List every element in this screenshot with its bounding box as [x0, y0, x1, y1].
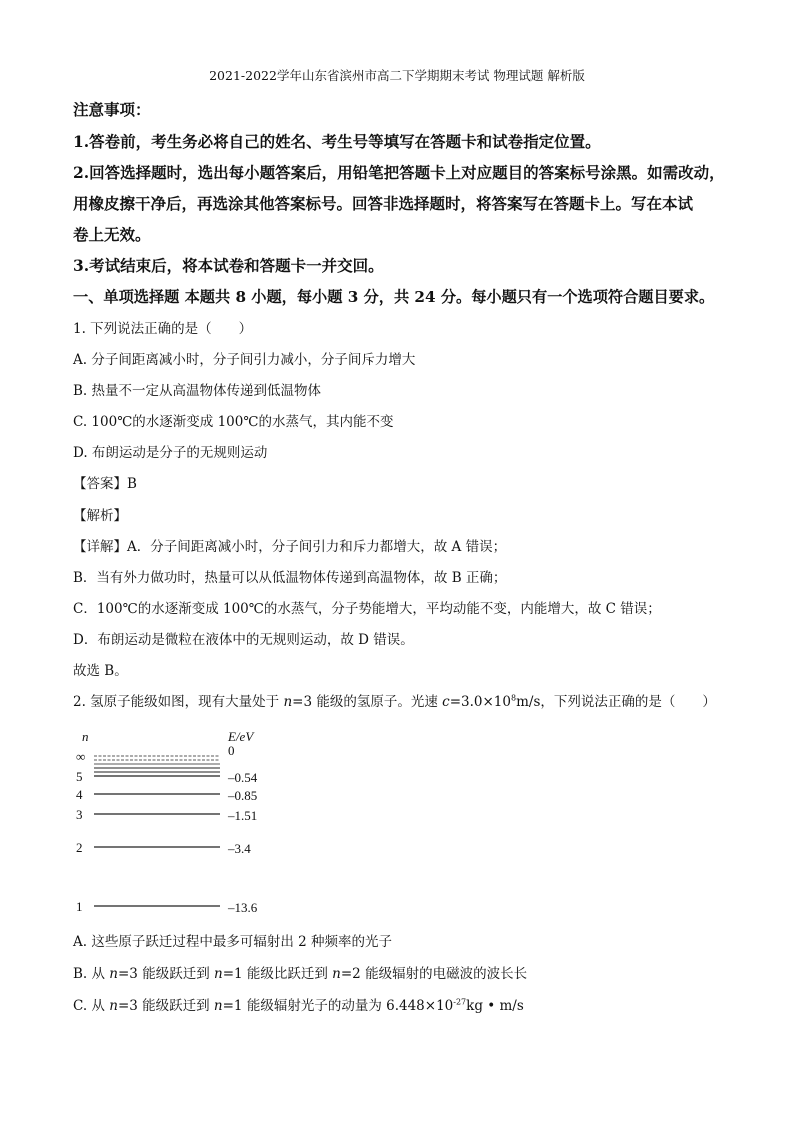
level-energy-label: –3.4 [228, 841, 251, 856]
level-n-label: 4 [76, 787, 83, 802]
q1-answer: 【答案】B [73, 476, 137, 492]
q1-detail-d: D．布朗运动是微粒在液体中的无规则运动，故 D 错误。 [73, 632, 414, 648]
q1-stem: 1. 下列说法正确的是（ ） [73, 321, 253, 337]
q1-conclusion: 故选 B。 [73, 663, 128, 679]
document-title: 2021-2022学年山东省滨州市高二下学期期末考试 物理试题 解析版 [209, 68, 585, 83]
level-n-label: ∞ [76, 749, 86, 764]
q2-option-a: A. 这些原子跃迁过程中最多可辐射出 2 种频率的光子 [73, 934, 393, 950]
q1-option-d: D. 布朗运动是分子的无规则运动 [73, 445, 268, 461]
level-energy-label: –0.54 [228, 770, 258, 785]
q1-detail-c: C．100℃的水逐渐变成 100℃的水蒸气，分子势能增大，平均动能不变，内能增大，故 C 错误； [73, 601, 661, 617]
q2-stem: 2. 氢原子能级如图，现有大量处于 n=3 能级的氢原子。光速 $c=3.0\times 10^8m/s$，下列说法正确的是（ ） [73, 693, 716, 710]
notice-item-2-line-2: 用橡皮擦干净后，再选涂其他答案标号。回答非选择题时，将答案写在答题卡上。写在本试 [73, 194, 694, 213]
notice-heading: 注意事项： [73, 100, 151, 119]
level-energy-label: –13.6 [228, 900, 258, 915]
level-energy-label: –1.51 [228, 808, 258, 823]
notice-item-3: 3.考试结束后，将本试卷和答题卡一并交回。 [73, 256, 384, 275]
q1-detail-b: B．当有外力做功时，热量可以从低温物体传递到高温物体，故 B 正确； [73, 570, 507, 586]
notice-item-2-line-3: 卷上无效。 [73, 225, 151, 244]
notice-item-2-line-1: 2.回答选择题时，选出每小题答案后，用铅笔把答题卡上对应题目的答案标号涂黑。如需改动， [73, 163, 725, 182]
notice-item-1: 1.答卷前，考生务必将自己的姓名、考生号等填写在答题卡和试卷指定位置。 [73, 132, 601, 151]
level-n-label: 3 [76, 807, 83, 822]
n-axis-label: n [82, 729, 89, 744]
level-energy-label: 0 [228, 743, 235, 758]
q1-option-b: B. 热量不一定从高温物体传递到低温物体 [73, 383, 322, 399]
level-n-label: 1 [76, 899, 83, 914]
q2-option-b: B. 从 n=3 能级跃迁到 n=1 能级比跃迁到 n=2 能级辐射的电磁波的波长长 [73, 966, 528, 982]
level-n-label: 5 [76, 769, 83, 784]
q1-detail-a: 【详解】A．分子间距离减小时，分子间引力和斥力都增大，故 A 错误； [73, 539, 507, 555]
energy-axis-label: E/eV [228, 729, 254, 744]
q1-option-c: C. 100℃的水逐渐变成 100℃的水蒸气，其内能不变 [73, 414, 394, 430]
q1-option-a: A. 分子间距离减小时，分子间引力减小，分子间斥力增大 [73, 352, 416, 368]
level-energy-label: –0.85 [228, 788, 258, 803]
q2-option-c: C. 从 n=3 能级跃迁到 n=1 能级辐射光子的动量为 $6.448\times 10^{-27}kg$ • m/s [73, 997, 524, 1014]
energy-levels [76, 743, 258, 915]
energy-level-diagram [72, 726, 302, 926]
section-heading: 一、单项选择题 本题共 8 小题，每小题 3 分，共 24 分。每小题只有一个选项符合题目要求。 [73, 288, 715, 306]
q1-analysis-heading: 【解析】 [73, 508, 127, 524]
level-n-label: 2 [76, 840, 83, 855]
